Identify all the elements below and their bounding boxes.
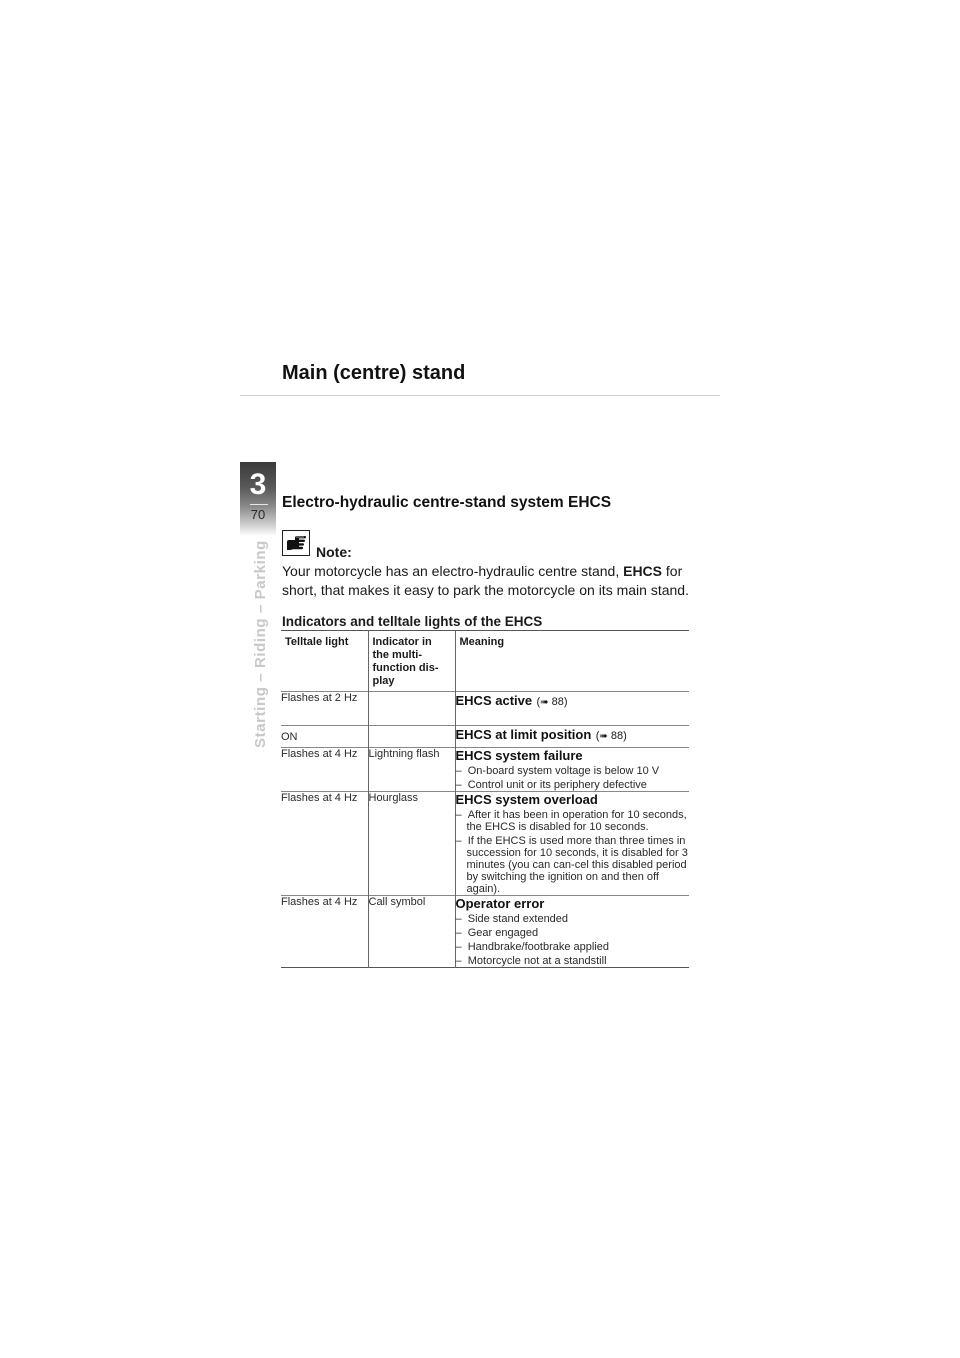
arrow-right-icon: ➠ [599, 731, 608, 742]
note-label: Note: [316, 544, 352, 560]
telltale-cell: Flashes at 2 Hz [281, 692, 368, 726]
arrow-right-icon: ➠ [540, 697, 549, 708]
column-header-indicator: Indicator in the multi-function dis-play [368, 631, 455, 692]
page-title: Main (centre) stand [282, 362, 466, 384]
ehcs-abbreviation: EHCS [623, 563, 663, 579]
chapter-divider [250, 504, 268, 505]
table-row [281, 896, 689, 968]
telltale-cell: Flashes at 4 Hz [281, 748, 368, 792]
meaning-list [456, 913, 690, 967]
page-reference[interactable]: (➠ 88) [595, 730, 627, 742]
column-header-telltale: Telltale light [281, 631, 368, 692]
indicator-cell: Call symbol [368, 896, 455, 968]
section-heading: Electro-hydraulic centre-stand system EHCS [282, 494, 612, 511]
list-item: – After it has been in operation for 10 seconds, the EHCS is disabled for 10 seconds. [456, 809, 690, 833]
telltale-cell: Flashes at 4 Hz [281, 792, 368, 896]
table-row [281, 726, 689, 748]
page-number: 70 [250, 507, 266, 522]
meaning-cell [455, 726, 689, 748]
title-divider [240, 395, 720, 396]
meaning-list [456, 809, 690, 895]
list-item: – Handbrake/footbrake applied [456, 941, 690, 953]
indicator-cell [368, 692, 455, 726]
meaning-title: EHCS system overload [455, 792, 598, 807]
meaning-cell [455, 896, 689, 968]
meaning-title: EHCS system failure [455, 748, 583, 763]
list-item: – Gear engaged [456, 927, 690, 939]
table-row [281, 748, 689, 792]
chapter-number: 3 [249, 468, 267, 501]
indicator-cell: Hourglass [368, 792, 455, 896]
note-hand-icon [282, 530, 310, 556]
meaning-title: EHCS at limit position [455, 727, 592, 742]
meaning-cell [455, 748, 689, 792]
table-row [281, 692, 689, 726]
list-item: – If the EHCS is used more than three times in succession for 10 seconds, it is disabled for 3 minutes (you can can-cel this disabled period by switching the ignition on and then off again). [456, 835, 690, 895]
meaning-title: EHCS active [455, 693, 533, 708]
telltale-cell: Flashes at 4 Hz [281, 896, 368, 968]
meaning-title: Operator error [455, 896, 545, 911]
ehcs-indicator-table [281, 630, 689, 968]
list-item: – Control unit or its periphery defective [456, 779, 690, 791]
column-header-meaning: Meaning [459, 636, 505, 648]
list-item: – On-board system voltage is below 10 V [456, 765, 690, 777]
list-item: – Motorcycle not at a standstill [456, 955, 690, 967]
table-row [281, 792, 689, 896]
chapter-side-label: Starting – Riding – Parking [252, 540, 269, 748]
indicator-cell [368, 726, 455, 748]
indicator-cell: Lightning flash [368, 748, 455, 792]
list-item: – Side stand extended [456, 913, 690, 925]
note-text: Your motorcycle has an electro-hydraulic centre stand, EHCS for short, that makes it easy to park the motorcycle on its main stand. [282, 563, 689, 598]
table-heading: Indicators and telltale lights of the EHCS [282, 614, 543, 629]
meaning-cell [455, 692, 689, 726]
meaning-cell [455, 792, 689, 896]
page-reference[interactable]: (➠ 88) [536, 696, 568, 708]
telltale-cell: ON [281, 726, 368, 748]
meaning-list [456, 765, 690, 791]
